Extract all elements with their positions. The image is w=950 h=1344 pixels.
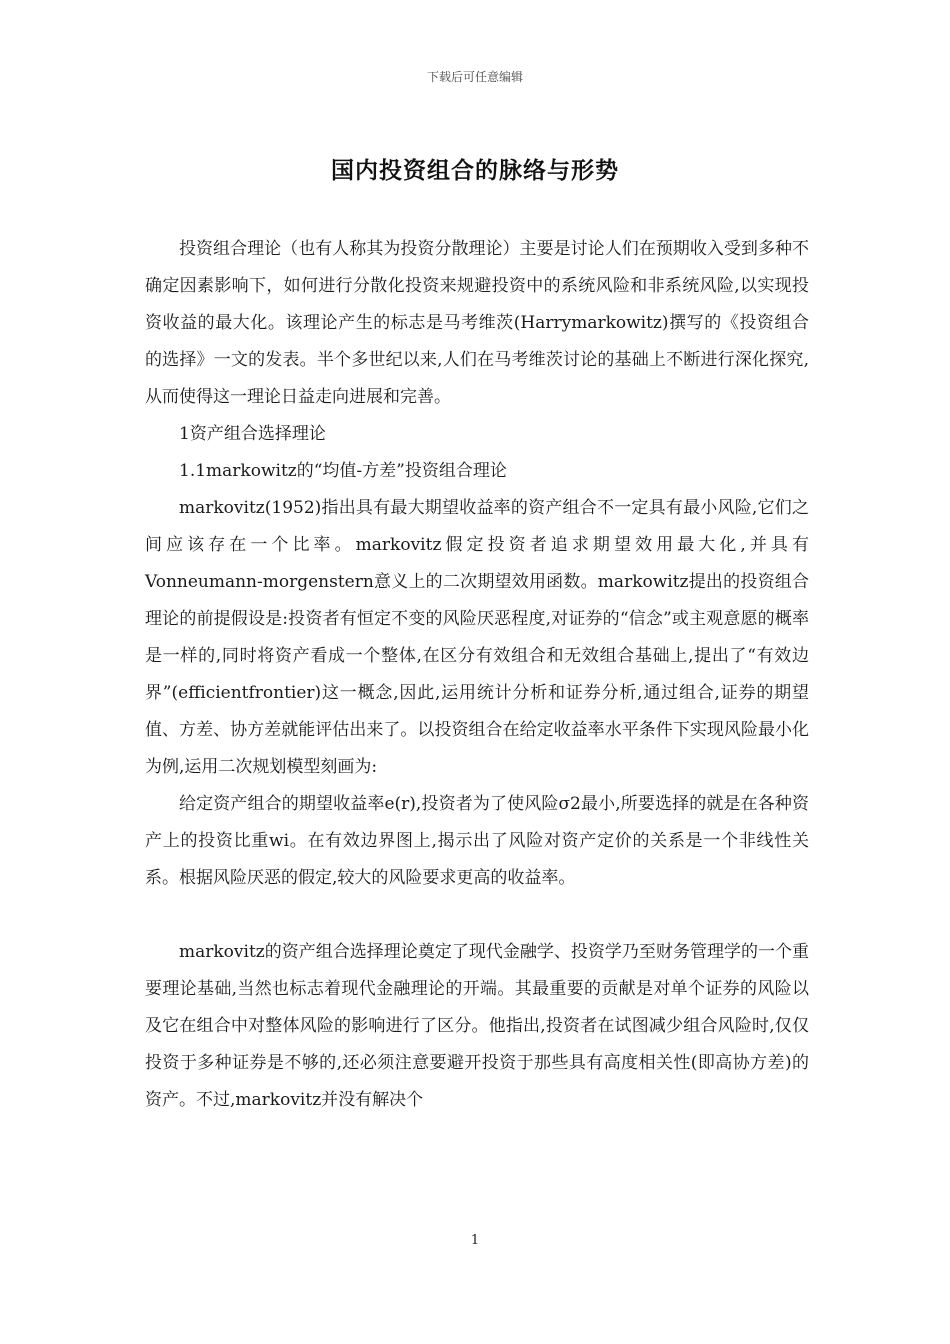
page-header-note: 下载后可任意编辑 xyxy=(426,70,523,84)
paragraph-intro: 投资组合理论（也有人称其为投资分散理论）主要是讨论人们在预期收入受到多种不确定因素影响下，如何进行分散化投资来规避投资中的系统风险和非系统风险,以实现投资收益的最大化。该理论产生的标志是马考维茨(Harrymarkowitz)撰写的《投资组合的选择》一文的发表。半个多世纪以来,人们在马考维茨讨论的基础上不断进行深化探究,从而使得这一理论日益走向进展和完善。 xyxy=(145,239,809,407)
paragraph-contribution: markovitz的资产组合选择理论奠定了现代金融学、投资学乃至财务管理学的一个重要理论基础,当然也标志着现代金融理论的开端。其最重要的贡献是对单个证券的风险以及它在组合中对整体风险的影响进行了区分。他指出,投资者在试图减少组合风险时,仅仅投资于多种证券是不够的,还必须注意要避开投资于那些具有高度相关性(即高协方差)的资产。不过,markovitz并没有解决个 xyxy=(145,942,809,1110)
document-body xyxy=(145,231,809,1119)
page-number: 1 xyxy=(470,1233,480,1248)
paragraph-expected-return: 给定资产组合的期望收益率e(r),投资者为了使风险σ2最小,所要选择的就是在各种资产上的投资比重wi。在有效边界图上,揭示出了风险对资产定价的关系是一个非线性关系。根据风险厌恶的假定,较大的风险要求更高的收益率。 xyxy=(145,794,809,888)
subsection-heading: 1.1markowitz的“均值-方差”投资组合理论 xyxy=(179,461,507,481)
section-heading: 1资产组合选择理论 xyxy=(179,424,326,444)
paragraph-markovitz-theory: markovitz(1952)指出具有最大期望收益率的资产组合不一定具有最小风险,它们之间应该存在一个比率。markovitz假定投资者追求期望效用最大化,并具有Vonneumann-morgenstern意义上的二次期望效用函数。markowitz提出的投资组合理论的前提假设是:投资者有恒定不变的风险厌恶程度,对证券的“信念”或主观意愿的概率是一样的,同时将资产看成一个整体,在区分有效组合和无效组合基础上,提出了“有效边界”(efficientfrontier)这一概念,因此,运用统计分析和证券分析,通过组合,证券的期望值、方差、协方差就能评估出来了。以投资组合在给定收益率水平条件下实现风险最小化为例,运用二次规划模型刻画为: xyxy=(145,498,809,777)
document-title: 国内投资组合的脉络与形势 xyxy=(331,158,619,184)
